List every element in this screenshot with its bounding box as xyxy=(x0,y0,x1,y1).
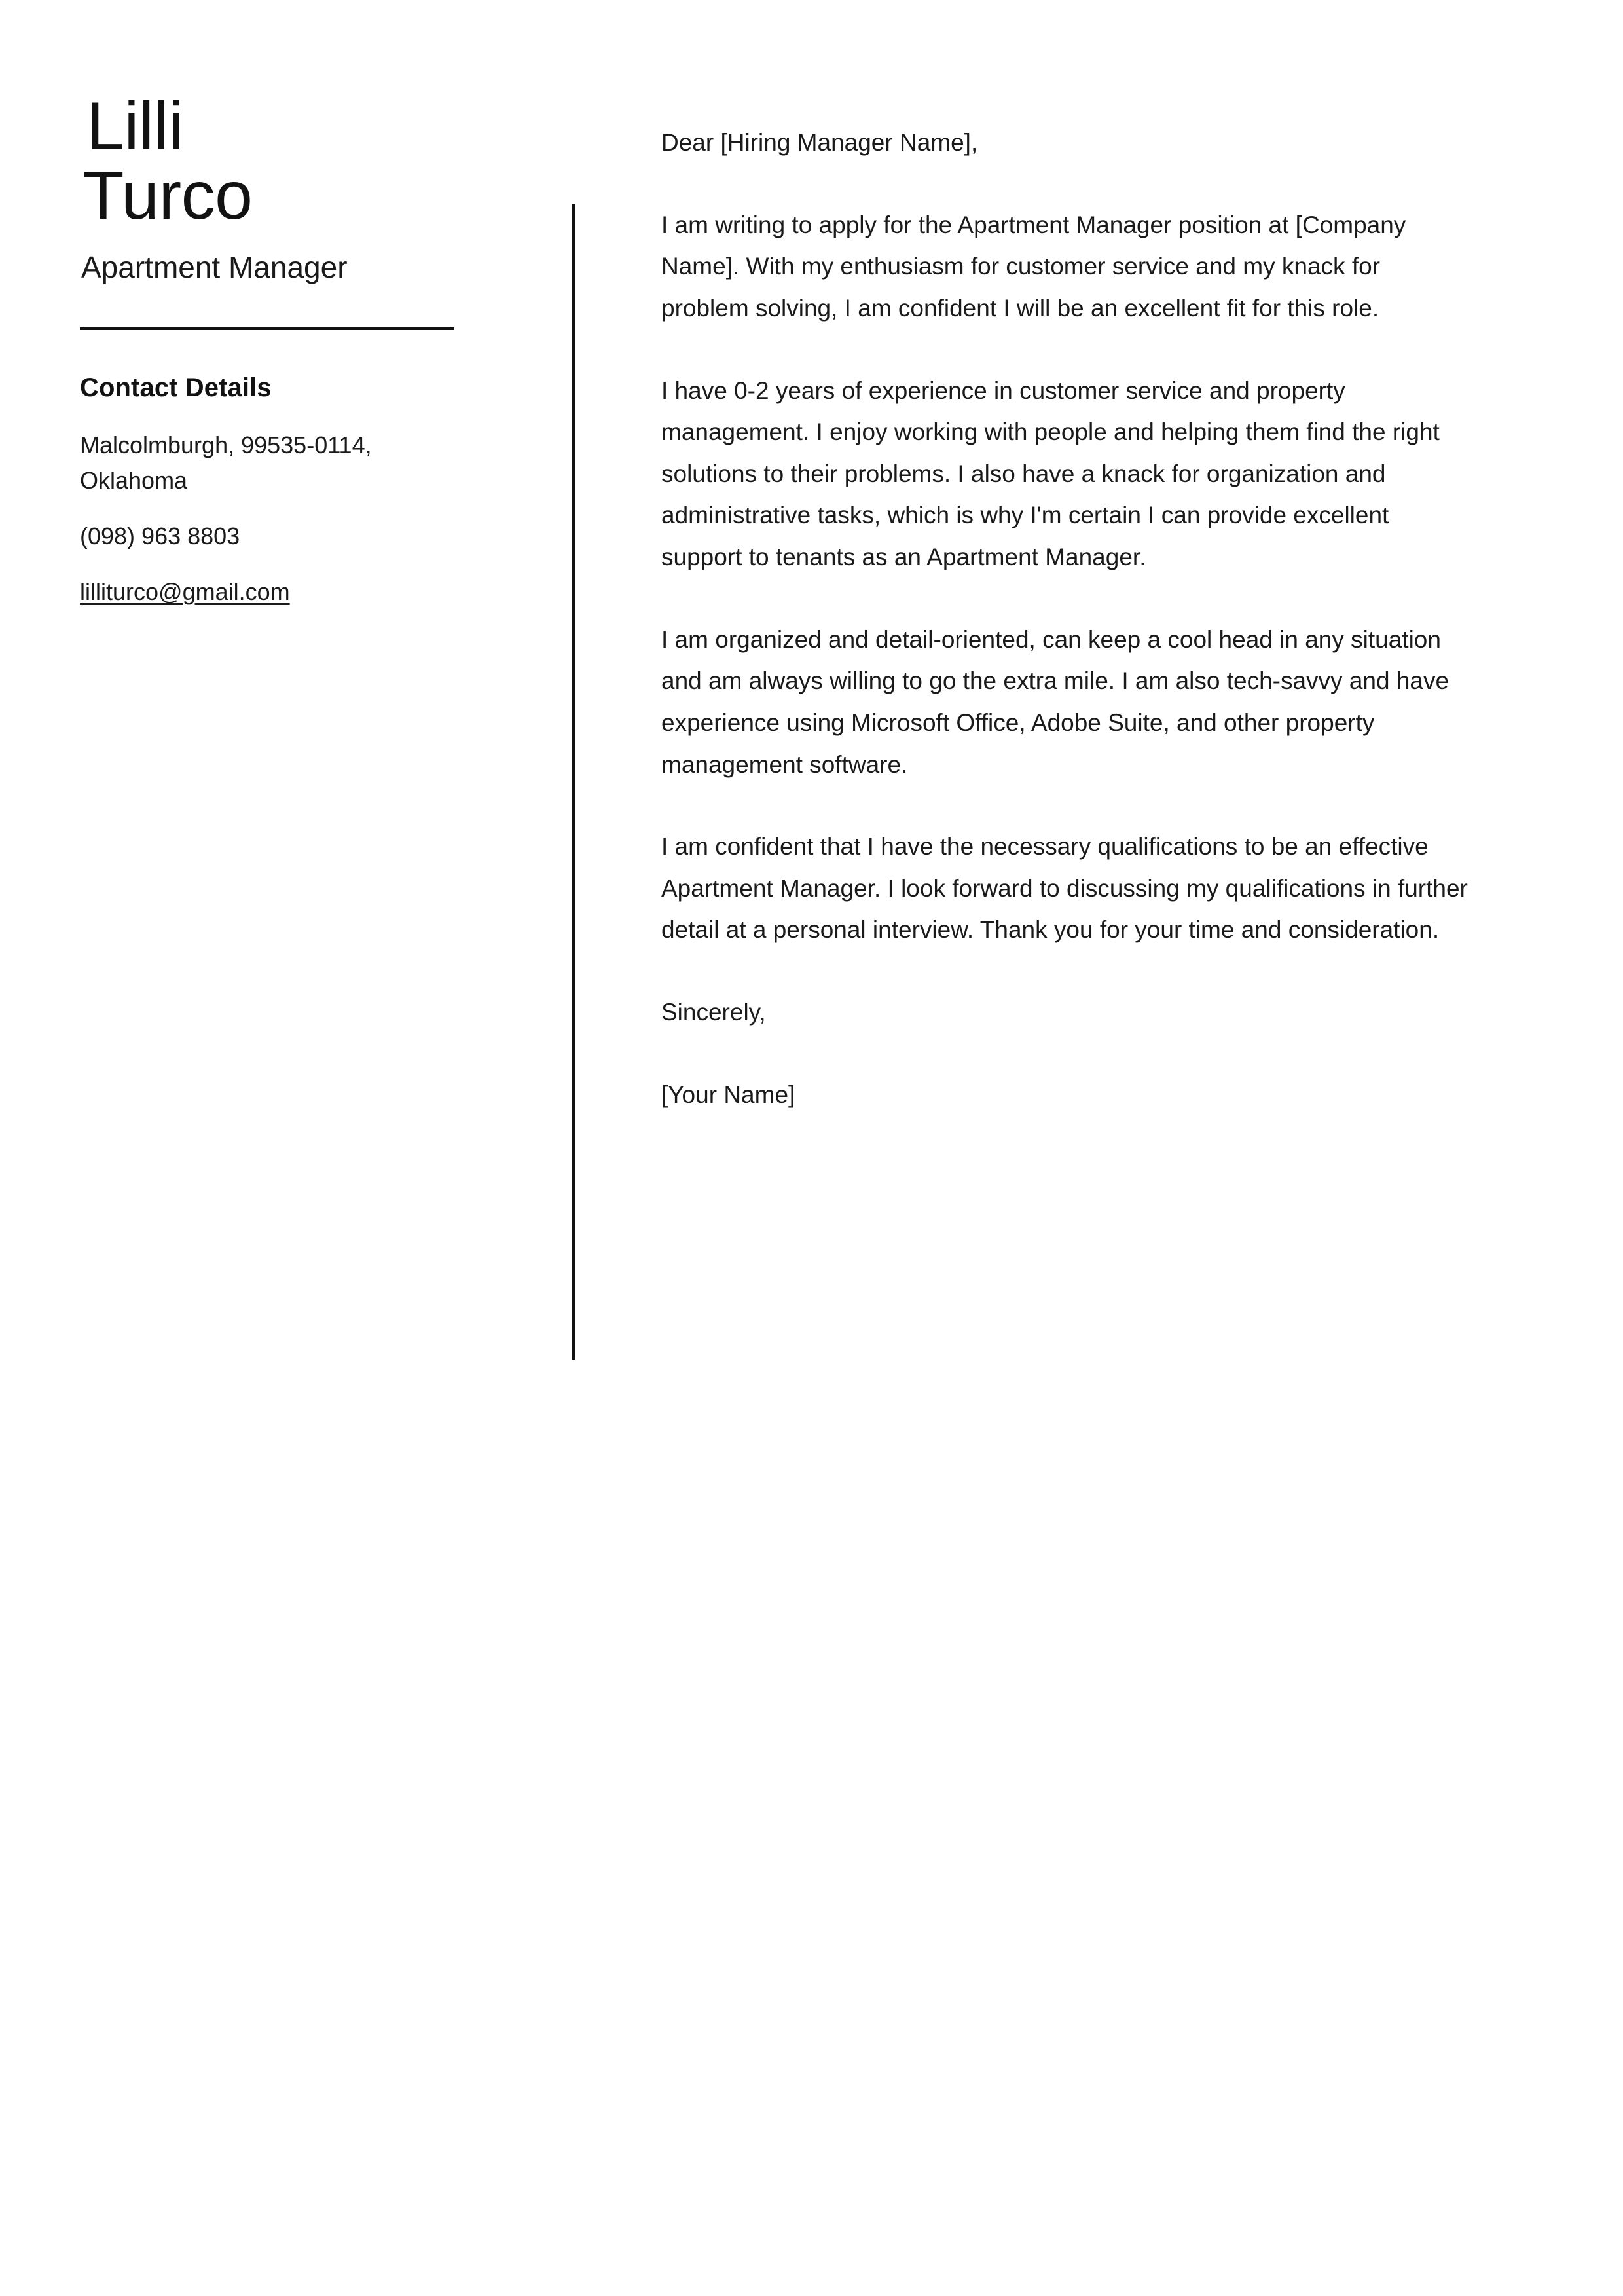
sidebar xyxy=(80,88,473,610)
contact-email-row xyxy=(80,574,447,610)
header-divider-rule xyxy=(80,327,454,330)
contact-address: Malcolmburgh, 99535-0114, Oklahoma xyxy=(80,431,372,494)
letter-closing: Sincerely, xyxy=(661,999,766,1026)
letter-paragraph-4: I am confident that I have the necessary qualifications to be an effective Apartment Manager. I look forward to discussing my qualifications in further detail at a personal interview. Thank you for your time and consideration. xyxy=(661,833,1468,944)
contact-details-heading: Contact Details xyxy=(80,373,272,402)
contact-email-link[interactable]: lilliturco@gmail.com xyxy=(80,578,290,605)
contact-phone: (098) 963 8803 xyxy=(80,523,240,550)
last-name: Turco xyxy=(82,158,253,234)
letter-paragraph-3: I am organized and detail-oriented, can keep a cool head in any situation and am always willing to go the extra mile. I am also tech-savvy and have experience using Microsoft Office, Adobe Suite, and other property management software. xyxy=(661,625,1450,778)
letter-signature: [Your Name] xyxy=(661,1081,795,1108)
contact-details-list xyxy=(80,428,473,610)
vertical-divider xyxy=(572,204,575,1360)
letter-paragraph-1: I am writing to apply for the Apartment Manager position at [Company Name]. With my enthusiasm for customer service and my knack for problem solving, I am confident I will be an excellent fit for this role. xyxy=(661,211,1406,322)
letter-salutation: Dear [Hiring Manager Name], xyxy=(661,129,978,156)
applicant-name xyxy=(80,88,473,234)
letter-body xyxy=(661,122,1473,1115)
letter-paragraph-2: I have 0-2 years of experience in customer service and property management. I enjoy working with people and helping them find the right solutions to their problems. I also have a knack for organization and administrative tasks, which is why I'm certain I can provide excellent support to tenants as an Apartment Manager. xyxy=(661,377,1440,570)
job-title: Apartment Manager xyxy=(81,250,348,285)
first-name: Lilli xyxy=(86,88,183,164)
